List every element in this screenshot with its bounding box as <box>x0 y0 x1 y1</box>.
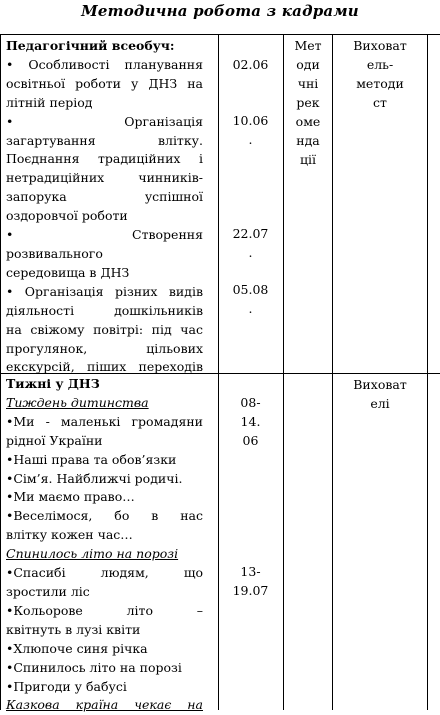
list-item: рідної України <box>6 432 103 448</box>
list-item: •Пригоди у бабусі <box>6 678 127 694</box>
list-item: •Ми маємо право… <box>6 489 135 505</box>
week-title: Тиждень дитинства <box>6 394 149 410</box>
list-item: прогулянок, цільових <box>6 340 203 356</box>
week-title: Спинилось літо на порозі <box>6 546 179 562</box>
list-item: оздоровчої роботи <box>6 208 128 224</box>
list-item: нетрадиційних чинників- <box>6 170 203 186</box>
list-item: •Кольорове літо – <box>6 602 203 618</box>
list-item: екскурсій, піших переходів <box>6 359 203 375</box>
table-top-border <box>0 34 440 35</box>
form-cell: Мет оди чні рек оме нда ції <box>294 38 322 167</box>
date-cell: 13- 19.07 <box>232 564 269 598</box>
list-item: •Веселімося, бо в нас <box>6 508 203 524</box>
list-item: • Особливості планування <box>6 56 203 72</box>
date-cell: 22.07 . <box>232 226 269 260</box>
list-item: •Наші права та обов’язки <box>6 451 177 467</box>
list-item: літній період <box>6 94 93 110</box>
list-item: •Спинилось літо на порозі <box>6 659 182 675</box>
list-item: • Організація <box>6 113 203 129</box>
list-item: діяльності дошкільників <box>6 302 203 318</box>
section1-content <box>6 37 203 377</box>
list-item: • Створення <box>6 227 203 243</box>
list-item: запорука успішної <box>6 189 203 205</box>
list-item: •Хлюпоче синя річка <box>6 640 148 656</box>
list-item: квітнуть в лузі квіти <box>6 621 141 637</box>
section2-content <box>6 375 203 715</box>
responsible-cell: Виховат елі <box>353 377 407 411</box>
date-cell: 08- 14. 06 <box>240 395 261 448</box>
date-cell: 02.06 <box>232 57 269 72</box>
section1-heading: Педагогічний всеобуч: <box>6 38 175 53</box>
list-item: •Ми - маленькі громадяни <box>6 413 203 429</box>
week-title: Казкова країна чекає на <box>6 697 203 713</box>
list-item: • Організація різних видів <box>6 283 203 299</box>
date-cell: 10.06 . <box>232 113 269 147</box>
list-item: влітку кожен час… <box>6 527 133 543</box>
responsible-cell: Виховат ель- методи ст <box>353 38 407 110</box>
page-title: Методична робота з кадрами <box>81 2 359 20</box>
list-item: зростили ліс <box>6 583 90 599</box>
list-item: Поєднання традиційних і <box>6 151 203 167</box>
list-item: розвивального <box>6 245 103 261</box>
list-item: середовища в ДНЗ <box>6 264 130 280</box>
list-item: •Сім’я. Найближчі родичі. <box>6 470 183 486</box>
column-divider <box>332 34 333 710</box>
date-cell: 05.08 . <box>232 282 269 316</box>
list-item: на свіжому повітрі: під час <box>6 321 203 337</box>
list-item: •Спасибі людям, що <box>6 565 203 581</box>
table-left-border <box>0 34 1 710</box>
section2-heading: Тижні у ДНЗ <box>6 376 100 391</box>
list-item: загартування влітку. <box>6 132 203 148</box>
list-item: освітньої роботи у ДНЗ на <box>6 75 203 91</box>
column-divider <box>427 34 428 710</box>
